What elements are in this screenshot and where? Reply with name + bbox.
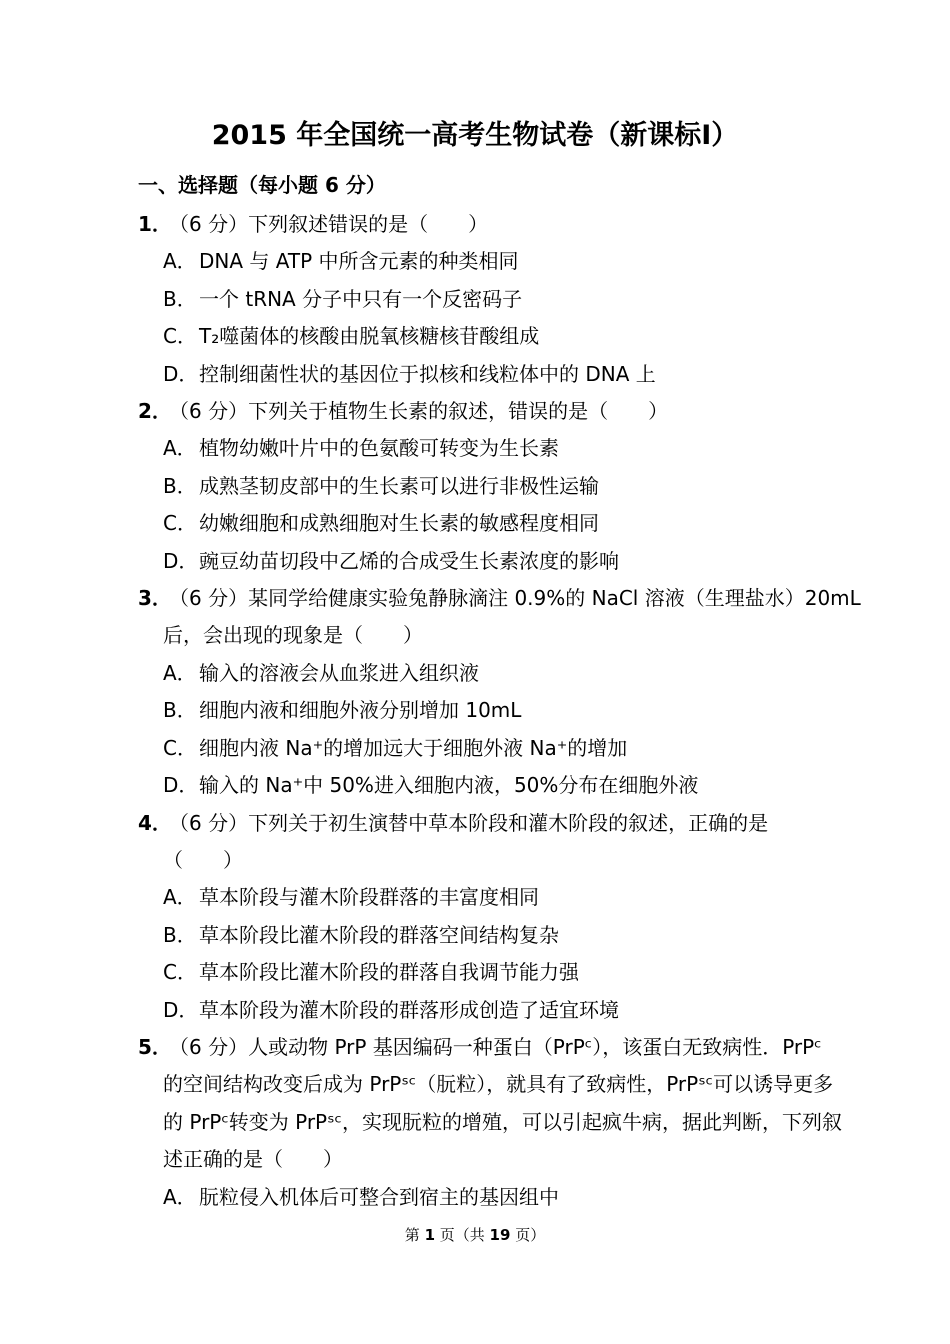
section-heading: 一、选择题（每小题 6 分） [138, 173, 386, 197]
question-points: （6 分） [169, 810, 249, 835]
question-stem-line [138, 580, 861, 617]
option-text: DNA 与 ATP 中所含元素的种类相同 [199, 249, 519, 274]
option-row [138, 430, 838, 467]
option-label: C． [163, 960, 197, 985]
option-row [138, 879, 838, 916]
option-text: 输入的溶液会从血浆进入组织液 [199, 660, 479, 685]
question-number: 1． [138, 212, 172, 236]
option-row [138, 243, 838, 280]
option-row [138, 767, 838, 804]
question-number: 5． [138, 1034, 172, 1059]
question-stem-line [138, 393, 838, 430]
question-stem-text: 某同学给健康实验兔静脉滴注 0.9%的 NaCl 溶液（生理盐水）20mL [248, 586, 861, 611]
question-number: 2． [138, 399, 172, 424]
option-text: 细胞内液 Na⁺的增加远大于细胞外液 Na⁺的增加 [199, 735, 628, 760]
option-row [138, 730, 838, 767]
option-label: A． [163, 660, 197, 685]
option-text: 成熟茎韧皮部中的生长素可以进行非极性运输 [199, 473, 599, 498]
option-row [138, 543, 838, 580]
option-label: D． [163, 361, 199, 386]
question-number: 3． [138, 586, 172, 611]
option-row [138, 692, 838, 729]
option-label: B． [163, 922, 197, 947]
option-label: D． [163, 997, 199, 1022]
question-number: 4． [138, 810, 172, 835]
question-2 [138, 393, 838, 580]
option-text: 控制细菌性状的基因位于拟核和线粒体中的 DNA 上 [199, 361, 656, 386]
option-row [138, 954, 838, 991]
option-label: B． [163, 286, 197, 311]
question-points: （6 分） [169, 212, 249, 236]
option-text: 草本阶段比灌木阶段的群落自我调节能力强 [199, 960, 579, 985]
option-text: 草本阶段与灌木阶段群落的丰富度相同 [199, 885, 539, 910]
option-text: 草本阶段为灌木阶段的群落形成创造了适宜环境 [199, 997, 619, 1022]
option-label: C． [163, 324, 197, 349]
question-stem-line: 的 PrPᶜ转变为 PrPˢᶜ，实现朊粒的增殖，可以引起疯牛病，据此判断，下列叙 [163, 1109, 842, 1134]
question-stem-text: 下列关于植物生长素的叙述，错误的是（ ） [248, 399, 669, 424]
option-row [138, 318, 838, 355]
option-label: C． [163, 735, 197, 760]
footer-middle: 页（共 [435, 1226, 490, 1244]
question-stem-line: （ ） [163, 847, 243, 872]
option-text: 朊粒侵入机体后可整合到宿主的基因组中 [199, 1184, 559, 1209]
question-stem-text: 人或动物 PrP 基因编码一种蛋白（PrPᶜ），该蛋白无致病性．PrPᶜ [248, 1034, 822, 1059]
option-text: 细胞内液和细胞外液分别增加 10mL [199, 698, 522, 723]
option-text: 一个 tRNA 分子中只有一个反密码子 [199, 286, 523, 311]
option-label: A． [163, 885, 197, 910]
question-5 [138, 1029, 842, 1216]
footer-total-pages: 19 [489, 1226, 511, 1244]
footer-suffix: 页） [510, 1226, 546, 1244]
question-stem-line: 的空间结构改变后成为 PrPˢᶜ（朊粒），就具有了致病性，PrPˢᶜ可以诱导更多 [163, 1072, 834, 1097]
question-stem-line [138, 805, 838, 842]
question-3 [138, 580, 861, 804]
question-points: （6 分） [169, 399, 249, 424]
option-label: D． [163, 548, 199, 573]
footer-prefix: 第 [404, 1226, 425, 1244]
question-stem-line: 述正确的是（ ） [163, 1147, 343, 1172]
question-points: （6 分） [169, 586, 249, 611]
question-stem-text: 下列关于初生演替中草本阶段和灌木阶段的叙述，正确的是 [248, 810, 769, 835]
option-label: D． [163, 773, 199, 798]
question-points: （6 分） [169, 1034, 249, 1059]
option-row [138, 992, 838, 1029]
question-stem-line [138, 1029, 838, 1066]
option-row [138, 655, 838, 692]
question-4 [138, 805, 838, 1029]
option-label: A． [163, 436, 197, 461]
option-label: B． [163, 473, 197, 498]
option-label: A． [163, 249, 197, 274]
questions-area [138, 206, 861, 1216]
question-1 [138, 206, 838, 393]
option-label: C． [163, 511, 197, 536]
footer-page-number: 1 [424, 1226, 435, 1244]
option-text: T₂噬菌体的核酸由脱氧核糖核苷酸组成 [199, 324, 540, 349]
option-label: A． [163, 1184, 197, 1209]
option-row [138, 1179, 838, 1216]
question-stem-line: 后，会出现的现象是（ ） [163, 623, 423, 648]
option-row [138, 505, 838, 542]
option-row [138, 917, 838, 954]
question-stem-line [138, 206, 838, 243]
option-row [138, 468, 838, 505]
option-row [138, 281, 838, 318]
option-text: 输入的 Na⁺中 50%进入细胞内液，50%分布在细胞外液 [199, 773, 699, 798]
page-title: 2015 年全国统一高考生物试卷（新课标Ⅰ） [211, 120, 739, 151]
question-stem-text: 下列叙述错误的是（ ） [248, 212, 489, 236]
option-text: 幼嫩细胞和成熟细胞对生长素的敏感程度相同 [199, 511, 599, 536]
option-text: 豌豆幼苗切段中乙烯的合成受生长素浓度的影响 [199, 548, 619, 573]
option-text: 植物幼嫩叶片中的色氨酸可转变为生长素 [199, 436, 559, 461]
option-row [138, 356, 838, 393]
option-label: B． [163, 698, 197, 723]
page-footer [0, 1224, 950, 1245]
option-text: 草本阶段比灌木阶段的群落空间结构复杂 [199, 922, 559, 947]
